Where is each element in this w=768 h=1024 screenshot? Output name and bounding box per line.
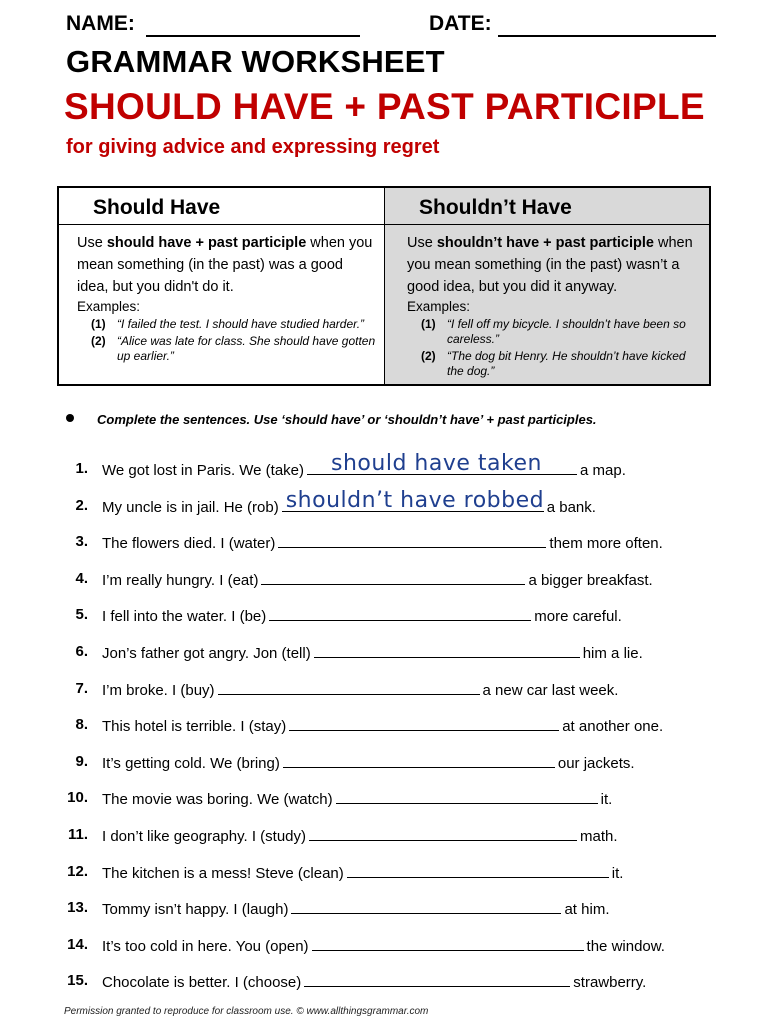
example-number: (1) — [421, 317, 436, 331]
question-text — [102, 606, 622, 625]
rule-bold: shouldn’t have + past participle — [436, 235, 654, 251]
question-text — [102, 863, 623, 882]
question-row — [66, 785, 706, 809]
question-prompt: This hotel is terrible. I (stay) — [102, 718, 287, 736]
example-text: “The dog bit Henry. He shouldn’t have kicked the dog.” — [447, 349, 686, 378]
question-text — [102, 899, 609, 918]
example-item — [407, 317, 701, 347]
answer-blank[interactable] — [336, 789, 598, 804]
worksheet-title: GRAMMAR WORKSHEET — [66, 44, 445, 79]
question-text — [102, 643, 643, 662]
question-row — [66, 566, 706, 590]
shouldnt-have-header — [385, 188, 709, 225]
question-ending: at him. — [564, 901, 610, 919]
question-prompt: My uncle is in jail. He (rob) — [102, 498, 279, 516]
rule-text: when you mean something (in the past) wasn’t a good idea, but you did it anyway. — [407, 235, 693, 295]
example-text: “I fell off my bicycle. I shouldn’t have been so careless.” — [447, 317, 686, 346]
question-ending: it. — [600, 791, 613, 809]
should-have-column — [59, 188, 384, 384]
question-row — [66, 932, 706, 956]
question-text — [102, 789, 612, 808]
question-number: 2. — [75, 496, 88, 514]
question-text — [102, 826, 618, 845]
question-text — [102, 451, 626, 479]
question-prompt: The kitchen is a mess! Steve (clean) — [102, 864, 344, 882]
answer-blank[interactable] — [314, 643, 580, 658]
question-prompt: Jon’s father got angry. Jon (tell) — [102, 645, 311, 662]
question-number: 5. — [75, 606, 88, 624]
question-text — [102, 716, 663, 735]
question-ending: strawberry. — [573, 974, 647, 992]
instruction: Complete the sentences. Use ‘should have’ or ‘shouldn’t have’ + past participles. — [97, 412, 597, 427]
handwritten-answer: should have taken — [331, 451, 542, 476]
name-field[interactable] — [146, 35, 360, 37]
answer-blank[interactable] — [347, 863, 609, 878]
question-number: 9. — [75, 752, 88, 770]
question-number: 1. — [75, 460, 88, 477]
question-number: 3. — [75, 533, 88, 551]
question-prompt: I fell into the water. I (be) — [102, 608, 267, 626]
question-text — [102, 972, 646, 991]
answer-blank[interactable] — [282, 487, 545, 513]
worksheet-subtitle: for giving advice and expressing regret — [66, 136, 440, 158]
question-ending: our jackets. — [557, 754, 635, 772]
answer-blank[interactable] — [309, 826, 577, 841]
example-number: (2) — [91, 334, 106, 348]
question-ending: a new car last week. — [482, 681, 619, 699]
question-number: 8. — [75, 716, 88, 734]
question-ending: math. — [580, 828, 618, 845]
question-row — [66, 895, 706, 919]
shouldnt-have-heading: Shouldn’t Have — [419, 196, 572, 219]
should-have-heading: Should Have — [93, 196, 221, 219]
question-ending: a map. — [580, 462, 626, 479]
question-prompt: Chocolate is better. I (choose) — [102, 974, 302, 992]
rule-text: Use — [407, 235, 437, 251]
question-ending: it. — [611, 864, 624, 882]
example-item — [77, 317, 376, 332]
answer-blank[interactable] — [283, 753, 555, 768]
header-line — [66, 8, 716, 40]
question-number: 6. — [75, 643, 88, 660]
answer-blank[interactable] — [307, 451, 577, 476]
question-row — [66, 487, 706, 517]
example-item — [407, 349, 701, 379]
example-item — [77, 334, 376, 364]
footer-permission: Permission granted to reproduce for classroom use. © www.allthingsgrammar.com — [64, 1006, 429, 1017]
should-have-header — [59, 188, 384, 225]
date-label: DATE: — [429, 12, 492, 35]
answer-blank[interactable] — [312, 936, 584, 951]
question-text — [102, 570, 653, 589]
question-row — [66, 968, 706, 992]
question-row — [66, 749, 706, 773]
question-text — [102, 533, 663, 552]
question-prompt: I don’t like geography. I (study) — [102, 828, 306, 845]
answer-blank[interactable] — [278, 533, 546, 548]
question-text — [102, 487, 596, 516]
name-label: NAME: — [66, 12, 135, 35]
question-row — [66, 529, 706, 553]
question-prompt: It’s too cold in here. You (open) — [102, 937, 309, 955]
question-number: 11. — [67, 826, 88, 843]
worksheet-topic: SHOULD HAVE + PAST PARTICIPLE — [64, 86, 705, 127]
handwritten-answer: shouldn’t have robbed — [285, 487, 545, 513]
rule-text: when you mean something (in the past) was a good idea, but you didn't do it. — [77, 235, 373, 295]
example-number: (2) — [421, 349, 436, 363]
question-ending: him a lie. — [582, 645, 643, 662]
question-row — [66, 859, 706, 883]
question-row — [66, 676, 706, 700]
rule-text: Use — [77, 235, 107, 251]
question-text — [102, 680, 618, 699]
question-row — [66, 639, 706, 663]
answer-blank[interactable] — [304, 972, 570, 987]
question-number: 13. — [67, 899, 88, 917]
question-text — [102, 936, 665, 955]
examples-label: Examples: — [77, 299, 141, 314]
question-ending: them more often. — [549, 535, 663, 553]
question-number: 4. — [75, 569, 88, 587]
question-prompt: The movie was boring. We (watch) — [102, 791, 333, 809]
question-prompt: We got lost in Paris. We (take) — [102, 462, 305, 479]
question-row — [66, 712, 706, 736]
question-number: 14. — [67, 935, 88, 953]
question-prompt: I’m broke. I (buy) — [102, 681, 215, 699]
example-number: (1) — [91, 317, 106, 331]
question-number: 7. — [75, 679, 88, 697]
example-text: “I failed the test. I should have studied harder.” — [117, 317, 365, 331]
answer-blank[interactable] — [218, 680, 480, 695]
question-ending: a bank. — [546, 498, 596, 516]
answer-blank[interactable] — [261, 570, 525, 585]
question-prompt: It’s getting cold. We (bring) — [102, 754, 280, 772]
rule-bold: should have + past participle — [106, 235, 307, 251]
bullet-icon — [66, 414, 74, 422]
question-row — [66, 822, 706, 846]
example-text: “Alice was late for class. She should have gotten up earlier.” — [117, 334, 376, 363]
examples-label: Examples: — [407, 299, 471, 314]
question-number: 10. — [67, 789, 88, 807]
question-row — [66, 451, 706, 480]
shouldnt-have-column — [384, 188, 709, 384]
question-number: 15. — [67, 972, 88, 990]
question-text — [102, 753, 635, 772]
answer-blank[interactable] — [289, 716, 559, 731]
question-row — [66, 602, 706, 626]
question-ending: the window. — [586, 937, 665, 955]
question-ending: a bigger breakfast. — [528, 571, 653, 589]
date-field[interactable] — [498, 35, 716, 37]
question-ending: more careful. — [534, 608, 622, 626]
question-ending: at another one. — [562, 718, 664, 736]
shouldnt-have-explanation — [407, 232, 701, 379]
question-number: 12. — [67, 862, 88, 880]
answer-blank[interactable] — [269, 606, 531, 621]
rule-table — [57, 186, 711, 386]
question-prompt: I’m really hungry. I (eat) — [102, 571, 259, 589]
question-prompt: The flowers died. I (water) — [102, 535, 276, 553]
should-have-explanation — [77, 232, 376, 364]
question-prompt: Tommy isn’t happy. I (laugh) — [102, 901, 289, 919]
answer-blank[interactable] — [291, 899, 561, 914]
